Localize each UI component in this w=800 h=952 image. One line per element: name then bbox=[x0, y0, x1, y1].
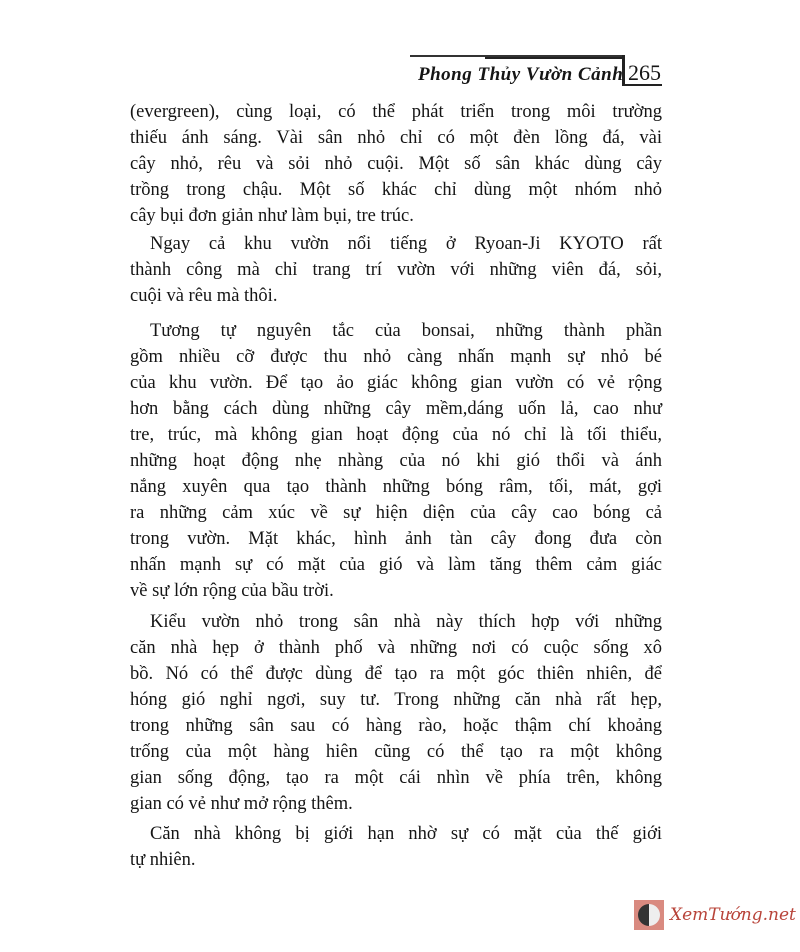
text-line: cây bụi đơn giản như làm bụi, tre trúc. bbox=[130, 206, 414, 226]
text-line: Kiểu vườn nhỏ trong sân nhà này thích hợp với những bbox=[150, 612, 662, 632]
text-line: của khu vườn. Để tạo ảo giác không gian vườn có vẻ rộng bbox=[130, 373, 662, 393]
text-line: nhấn mạnh sự có mặt của gió và làm tăng thêm cảm giác bbox=[130, 555, 662, 575]
text-line: trống của một hàng hiên cũng có thể tạo ra một không bbox=[130, 742, 662, 762]
text-line: về sự lớn rộng của bầu trời. bbox=[130, 581, 334, 601]
watermark-text: XemTướng.net bbox=[670, 905, 796, 925]
text-line: những hoạt động nhẹ nhàng của nó khi gió thổi và ánh bbox=[130, 451, 662, 471]
text-line: Ngay cả khu vườn nổi tiếng ở Ryoan-Ji KYOTO rất bbox=[150, 234, 662, 254]
text-line: hóng gió nghỉ ngơi, suy tư. Trong những căn nhà rất hẹp, bbox=[130, 690, 662, 710]
text-line: tự nhiên. bbox=[130, 850, 196, 870]
text-line: cây nhỏ, rêu và sỏi nhỏ cuội. Một số sân khác dùng cây bbox=[130, 154, 662, 174]
text-line: gian có vẻ như mở rộng thêm. bbox=[130, 794, 353, 814]
page-number: 265 bbox=[628, 60, 661, 85]
text-line: căn nhà hẹp ở thành phố và những nơi có cuộc sống xô bbox=[130, 638, 662, 658]
book-title: Phong Thủy Vườn Cảnh bbox=[418, 64, 624, 85]
text-line: cuội và rêu mà thôi. bbox=[130, 286, 278, 306]
text-line: trồng trong chậu. Một số khác chỉ dùng một nhóm nhỏ bbox=[130, 180, 662, 200]
yin-yang-icon bbox=[634, 900, 664, 930]
text-line: thiếu ánh sáng. Vài sân nhỏ chỉ có một đèn lồng đá, vài bbox=[130, 128, 662, 148]
text-line: trong những sân sau có hàng rào, hoặc thậm chí khoảng bbox=[130, 716, 662, 736]
text-line: ra những cảm xúc về sự hiện diện của cây cao bóng cả bbox=[130, 503, 662, 523]
text-line: hơn bằng cách dùng những cây mềm,dáng uốn lả, cao như bbox=[130, 399, 662, 419]
text-line: tre, trúc, mà không gian hoạt động của nó chỉ là tối thiểu, bbox=[130, 425, 662, 445]
text-line: Căn nhà không bị giới hạn nhờ sự có mặt của thế giới bbox=[150, 824, 662, 844]
header-rule bbox=[485, 57, 625, 59]
text-line: (evergreen), cùng loại, có thể phát triển trong môi trường bbox=[130, 102, 662, 122]
text-line: trong vườn. Mặt khác, hình ảnh tàn cây đong đưa còn bbox=[130, 529, 662, 549]
text-line: nắng xuyên qua tạo thành những bóng râm, tối, mát, gợi bbox=[130, 477, 662, 497]
text-line: gồm nhiều cỡ được thu nhỏ càng nhấn mạnh sự nhỏ bé bbox=[130, 347, 662, 367]
text-line: thành công mà chỉ trang trí vườn với những viên đá, sỏi, bbox=[130, 260, 662, 280]
watermark bbox=[634, 900, 796, 930]
text-line: gian sống động, tạo ra một cái nhìn về phía trên, không bbox=[130, 768, 662, 788]
text-line: Tương tự nguyên tắc của bonsai, những thành phần bbox=[150, 321, 662, 341]
text-line: bồ. Nó có thể được dùng để tạo ra một góc thiên nhiên, để bbox=[130, 664, 662, 684]
